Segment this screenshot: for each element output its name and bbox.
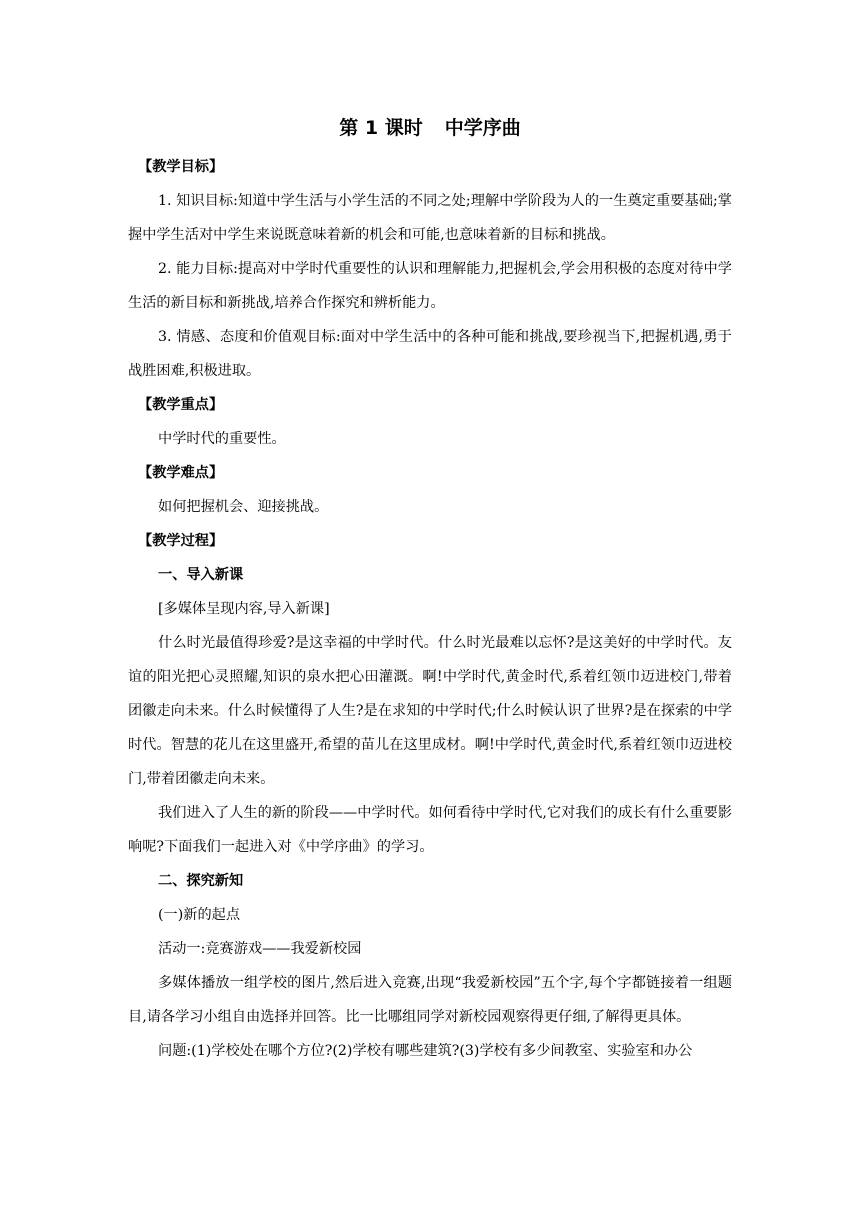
section-intro-paragraph: 我们进入了人生的新的阶段——中学时代。如何看待中学时代,它对我们的成长有什么重要影响呢?下面我们一起进入对《中学序曲》的学习。	[128, 805, 732, 855]
section-intro-paragraph: 什么时光最值得珍爱?是这幸福的中学时代。什么时光最难以忘怀?是这美好的中学时代。友谊的阳光把心灵照耀,知识的泉水把心田灌溉。啊!中学时代,黄金时代,系着红领巾迈进校门,带着团徽走向未来。什么时候懂得了人生?是在求知的中学时代;什么时候认识了世界?是在探索的中学时代。智慧的花儿在这里盛开,希望的苗儿在这里成材。啊!中学时代,黄金时代,系着红领巾迈进校门,带着团徽走向未来。	[128, 635, 732, 787]
document-body	[128, 150, 732, 1068]
section-intro-note: [多媒体呈现内容,导入新课]	[158, 601, 330, 617]
process-heading: 【教学过程】	[138, 533, 224, 549]
lesson-title: 中学序曲	[444, 117, 521, 139]
activity-questions: 问题:(1)学校处在哪个方位?(2)学校有哪些建筑?(3)学校有多少间教室、实验室和办公	[158, 1043, 693, 1059]
objectives-heading: 【教学目标】	[138, 159, 224, 175]
objective-ability: 2. 能力目标:提高对中学时代重要性的认识和理解能力,把握机会,学会用积极的态度对待中学生活的新目标和新挑战,培养合作探究和辨析能力。	[128, 261, 732, 311]
section-explore-heading: 二、探究新知	[158, 873, 244, 889]
objective-knowledge: 1. 知识目标:知道中学生活与小学生活的不同之处;理解中学阶段为人的一生奠定重要基础;掌握中学生活对中学生来说既意味着新的机会和可能,也意味着新的目标和挑战。	[128, 193, 732, 243]
subsection-heading: (一)新的起点	[158, 907, 241, 923]
section-intro-heading: 一、导入新课	[158, 567, 244, 583]
difficulties-heading: 【教学难点】	[138, 465, 224, 481]
key-points-heading: 【教学重点】	[138, 397, 224, 413]
activity-description: 多媒体播放一组学校的图片,然后进入竞赛,出现“我爱新校园”五个字,每个字都链接着一组题目,请各学习小组自由选择并回答。比一比哪组同学对新校园观察得更仔细,了解得更具体。	[128, 975, 732, 1025]
activity-title: 活动一:竞赛游戏——我爱新校园	[158, 941, 362, 957]
page-title	[0, 114, 860, 142]
objective-values: 3. 情感、态度和价值观目标:面对中学生活中的各种可能和挑战,要珍视当下,把握机遇,勇于战胜困难,积极进取。	[128, 329, 732, 379]
key-points-text: 中学时代的重要性。	[158, 431, 286, 447]
difficulties-text: 如何把握机会、迎接挑战。	[158, 499, 329, 515]
lesson-number: 第 1 课时	[339, 117, 423, 139]
